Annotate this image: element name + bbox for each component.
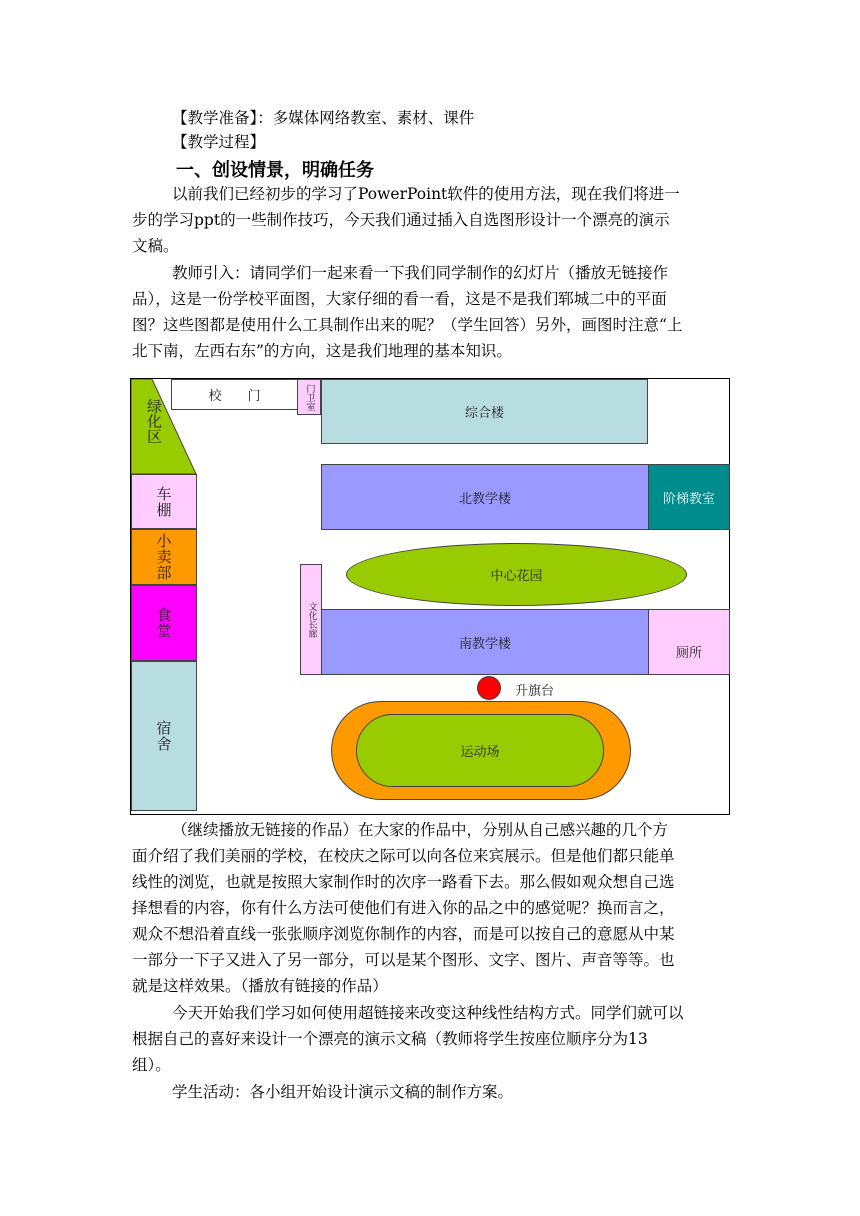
flag-platform (477, 676, 501, 700)
para3-line: 就是这样效果。（播放有链接的作品） (132, 977, 388, 995)
toilet (648, 609, 730, 675)
shop (131, 529, 197, 585)
north-building (321, 464, 649, 530)
para3-line: 择想看的内容，你有什么方法可使他们有进入你的品之中的感觉呢？换而言之， (132, 899, 675, 917)
culture-corridor-label: 文化长廊 (306, 601, 317, 638)
north-building-label: 北教学楼 (458, 491, 511, 507)
para2-line: 教师引入：请同学们一起来看一下我们同学制作的幻灯片（播放无链接作 (172, 264, 669, 282)
para2-line: 品），这是一份学校平面图，大家仔细的看一看，这是不是我们郓城二中的平面 (132, 290, 667, 308)
complex-building-label: 综合楼 (464, 406, 504, 421)
south-building (321, 609, 649, 675)
para3-line: 线性的浏览，也就是按照大家制作时的次序一路看下去。那么假如观众想自己选 (132, 873, 675, 891)
para1-line: 步的学习ppt的一些制作技巧，今天我们通过插入自选图形设计一个漂亮的演示 (132, 211, 670, 229)
south-building-label: 南教学楼 (458, 636, 511, 652)
toilet-label: 厕所 (675, 645, 702, 661)
lecture-hall (648, 464, 730, 530)
para3-line: （继续播放无链接的作品）在大家的作品中，分别从自己感兴趣的几个方 (172, 821, 669, 839)
section-heading: 一、创设情景，明确任务 (176, 160, 374, 181)
teaching-prep: 【教学准备】：多媒体网络教室、素材、课件 (172, 109, 475, 127)
canteen-label: 食堂 (154, 607, 173, 639)
para1-line: 以前我们已经初步的学习了PowerPoint软件的使用方法，现在我们将进一 (172, 185, 680, 203)
para5-line: 学生活动：各小组开始设计演示文稿的制作方案。 (172, 1083, 514, 1101)
bike-shed (131, 474, 197, 529)
central-garden-label: 中心花园 (490, 569, 543, 584)
lecture-hall-label: 阶梯教室 (662, 491, 715, 507)
sports-field-label: 运动场 (460, 745, 500, 760)
para4-line: 组）。 (132, 1056, 171, 1074)
sports-field (356, 714, 604, 787)
complex-building (321, 379, 648, 444)
para3-line: 观众不想沿着直线一张张顺序浏览你制作的内容，而是可以按自己的意愿从中某 (132, 925, 675, 943)
dormitory-label: 宿舍 (154, 720, 173, 752)
para4-line: 根据自己的喜好来设计一个漂亮的演示文稿（教师将学生按座位顺序分为13 (132, 1030, 648, 1048)
bike-shed-label: 车棚 (154, 485, 173, 518)
para3-line: 一部分一下子又进入了另一部分，可以是某个图形、文字、图片、声音等等。也 (132, 951, 675, 969)
culture-corridor (300, 564, 322, 675)
school-gate (171, 379, 298, 410)
school-gate-label: 校 门 (208, 389, 261, 404)
teaching-process: 【教学过程】 (172, 133, 266, 151)
flag-platform-label: 升旗台 (515, 684, 555, 699)
para2-line: 北下南，左西右东”的方向，这是我们地理的基本知识。 (132, 342, 512, 360)
guard-room (297, 379, 321, 415)
green-zone-label: 绿化区 (145, 398, 163, 444)
para3-line: 面介绍了我们美丽的学校，在校庆之际可以向各位来宾展示。但是他们都只能单 (132, 847, 675, 865)
canteen (131, 585, 197, 661)
dormitory (131, 661, 197, 811)
para2-line: 图？这些图都是使用什么工具制作出来的呢？（学生回答）另外，画图时注意“上 (132, 316, 683, 334)
para4-line: 今天开始我们学习如何使用超链接来改变这种线性结构方式。同学们就可以 (172, 1004, 684, 1022)
para1-line: 文稿。 (132, 237, 179, 255)
shop-label: 小卖部 (154, 533, 173, 581)
guard-room-label: 门卫室 (304, 383, 315, 411)
central-garden (346, 543, 687, 606)
school-map (130, 378, 730, 815)
